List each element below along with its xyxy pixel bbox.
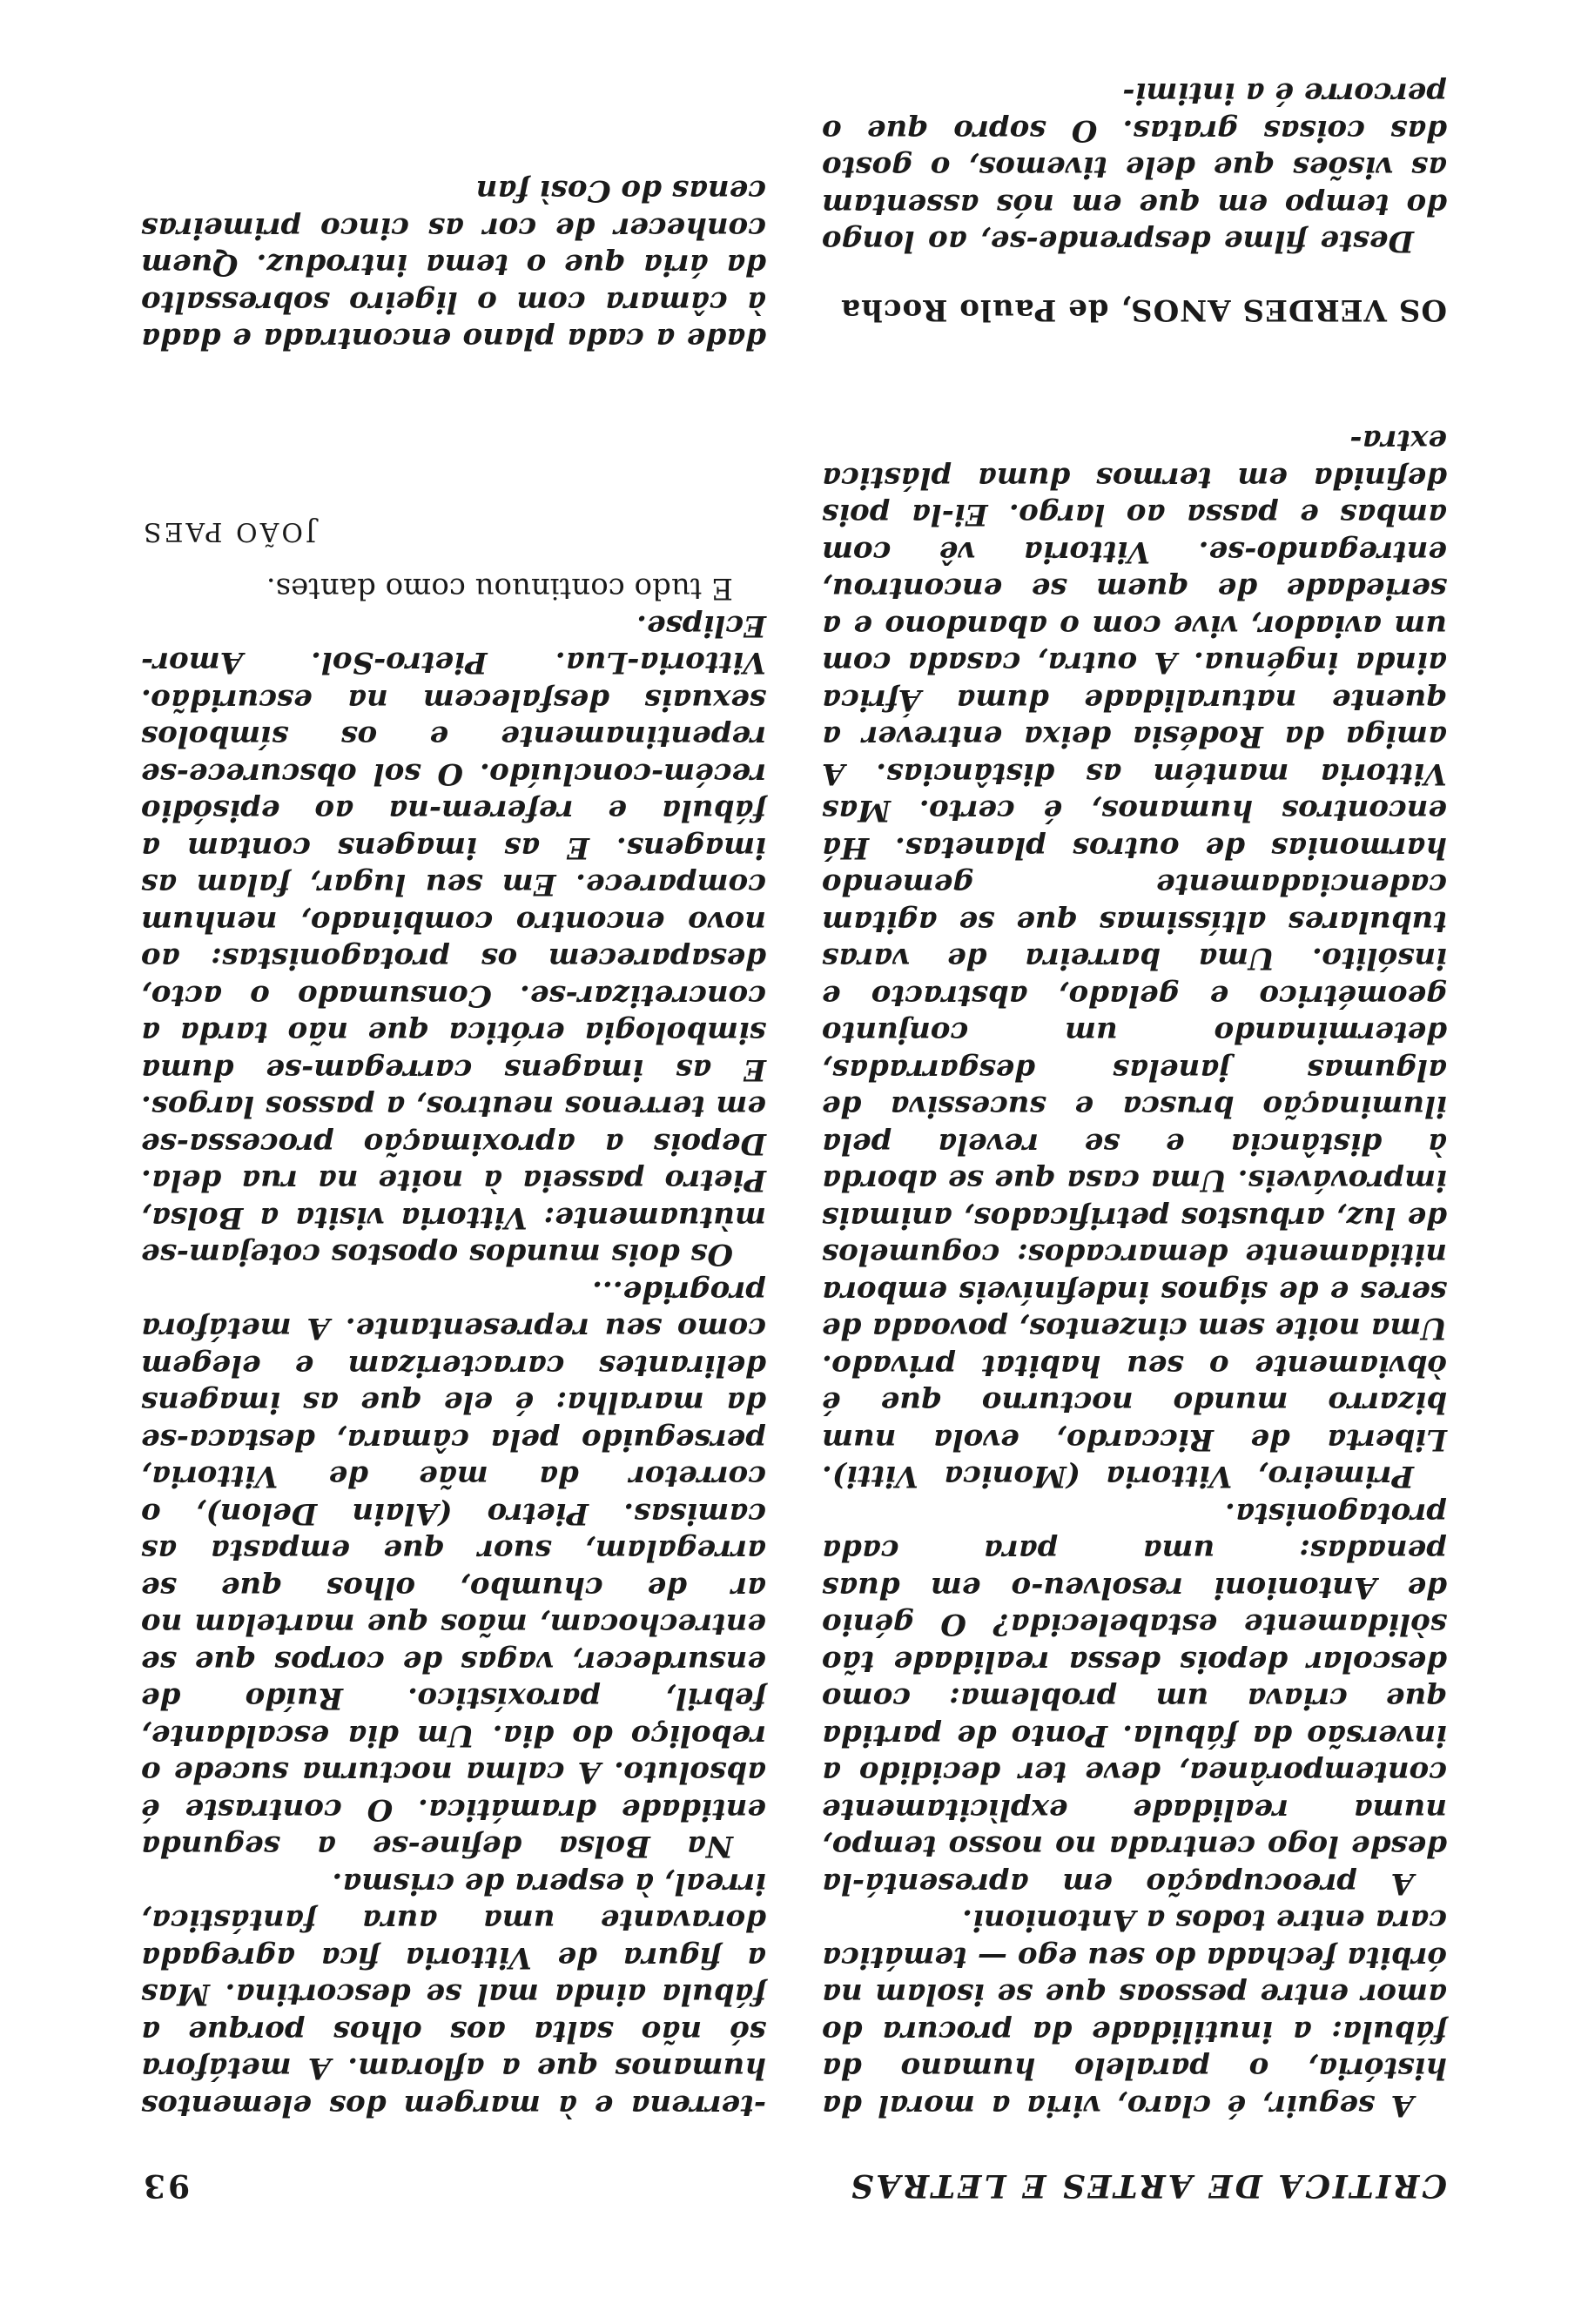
section-title: OS VERDES ANOS, de Paulo Rocha bbox=[840, 292, 1447, 327]
closing-line: E tudo continuou como dantes. bbox=[266, 571, 733, 607]
paragraph: A preocupação em apresentá-la desde logo centrada no nosso tempo, numa realidade explìcitamente contemporânea, deve ter decidido a inversão da fábula. Ponto de partida que criava um problema: como descolar depois dessa realidade tão sòlidamente estabelecida? O génio de Antonioni resolveu-o em duas penadas: uma para cada protagonista. bbox=[822, 1496, 1447, 1901]
journal-title: CRITICA DE ARTES E LETRAS bbox=[848, 2167, 1447, 2204]
paragraph: Primeiro, Vittoria (Monica Vitti). Liberta de Riccardo, evola num bizarro mundo nocturno que é òbviamente o seu habitat privado. Uma noite sem cinzentos, povoada de seres e de signos indefiníveis embora nitidamente demarcados: cogumelos de luz, arbustos petrificados, animais improváveis. Uma casa que se aborda à distância e se revela pela iluminação brusca e sucessiva de algumas janelas desgarradas, determinando um conjunto geométrico e gelado, abstracto e insólito. Uma barreira de varas tubulares altíssimas que se agitam cadenciadamente gemendo harmonias de outros planetas. Há encontros humanos, é certo. Mas Vittoria mantém as distâncias. A amiga da Rodésia deixa entrever a quente naturalidade duma África ainda ingénua. A outra, casada com um aviador, vive com o abandono e a seriedade de quem se encontrou, entregando-se. Vittoria vê com ambas e passa ao largo. Ei-la pois definida em termos duma plástica extra- bbox=[822, 423, 1447, 1494]
paragraph: Na Bolsa define-se a segunda entidade dramática. O contraste é absoluto. A calma nocturna sucede o reboliço do dia. Um dia escaldante, febril, paroxístico. Ruído de ensurdecer, vagas de corpos que se entrechocam, mãos que martelam no ar de chumbo, olhos que se arregalam, suor que empasta as camisas. Pietro (Alain Delon), o corretor da mãe de Vittoria, perseguido pela câmara, destaca-se da maralha: é ele que as imagens delirantes caracterizam e elegem como seu representante. A metáfora progride... bbox=[141, 1274, 766, 1864]
paragraph: -terrena e à margem dos elementos humanos que a afloram. A metáfora só não salta aos olhos porque a fábula ainda mal se descortina. Mas a figura de Vittoria fica agregada doravante uma aura fantástica, irreal, à espera de crisma. bbox=[141, 1866, 766, 2123]
paragraph: dade a cada plano encontrada e dada à câmara com o ligeiro sobressalto da ária que o tema introduz. Quem conhecer de cor as cinco primeiras cenas do Così fan bbox=[141, 173, 766, 357]
author-signature: JOÃO PAES bbox=[141, 516, 316, 547]
left-column bbox=[822, 75, 1447, 2124]
paragraph: Deste filme desprende-se, ao longo do tempo em que em nós assentam as visões que dele tivemos, o gosto das coisas gratas. O sopro que o percorre é a intimi- bbox=[822, 76, 1447, 259]
page-number: 93 bbox=[141, 2167, 191, 2204]
running-head bbox=[141, 2160, 1447, 2204]
paragraph: Os dois mundos opostos cotejam-se mùtuamente: Vittoria visita a Bolsa, Pietro passeia à noite na rua dela. Depois a aproximação processa-se em terrenos neutros, a passos largos. E as imagens carregam-se duma simbologia erótica que não tarda a concretizar-se. Consumado o acto, desaparecem os protagonistas: ao novo encontro combinado, nenhum comparece. Em seu lugar, falam as imagens. E as imagens contam a fábula e referem-na ao episódio recém-concluído. O sol obscurece-se repentinamente e os símbolos sexuais desfalecem na escuridão. Vittoria-Lua. Pietro-Sol. Amor-Eclipse. bbox=[141, 608, 766, 1273]
paragraph: A seguir, é claro, viria a moral da história, o paralelo humano da fábula: a inutilidade da procura do amor entre pessoas que se isolam na órbita fechada do seu ego — temática cara entre todos a Antonioni. bbox=[822, 1903, 1447, 2123]
right-column bbox=[141, 172, 766, 2124]
